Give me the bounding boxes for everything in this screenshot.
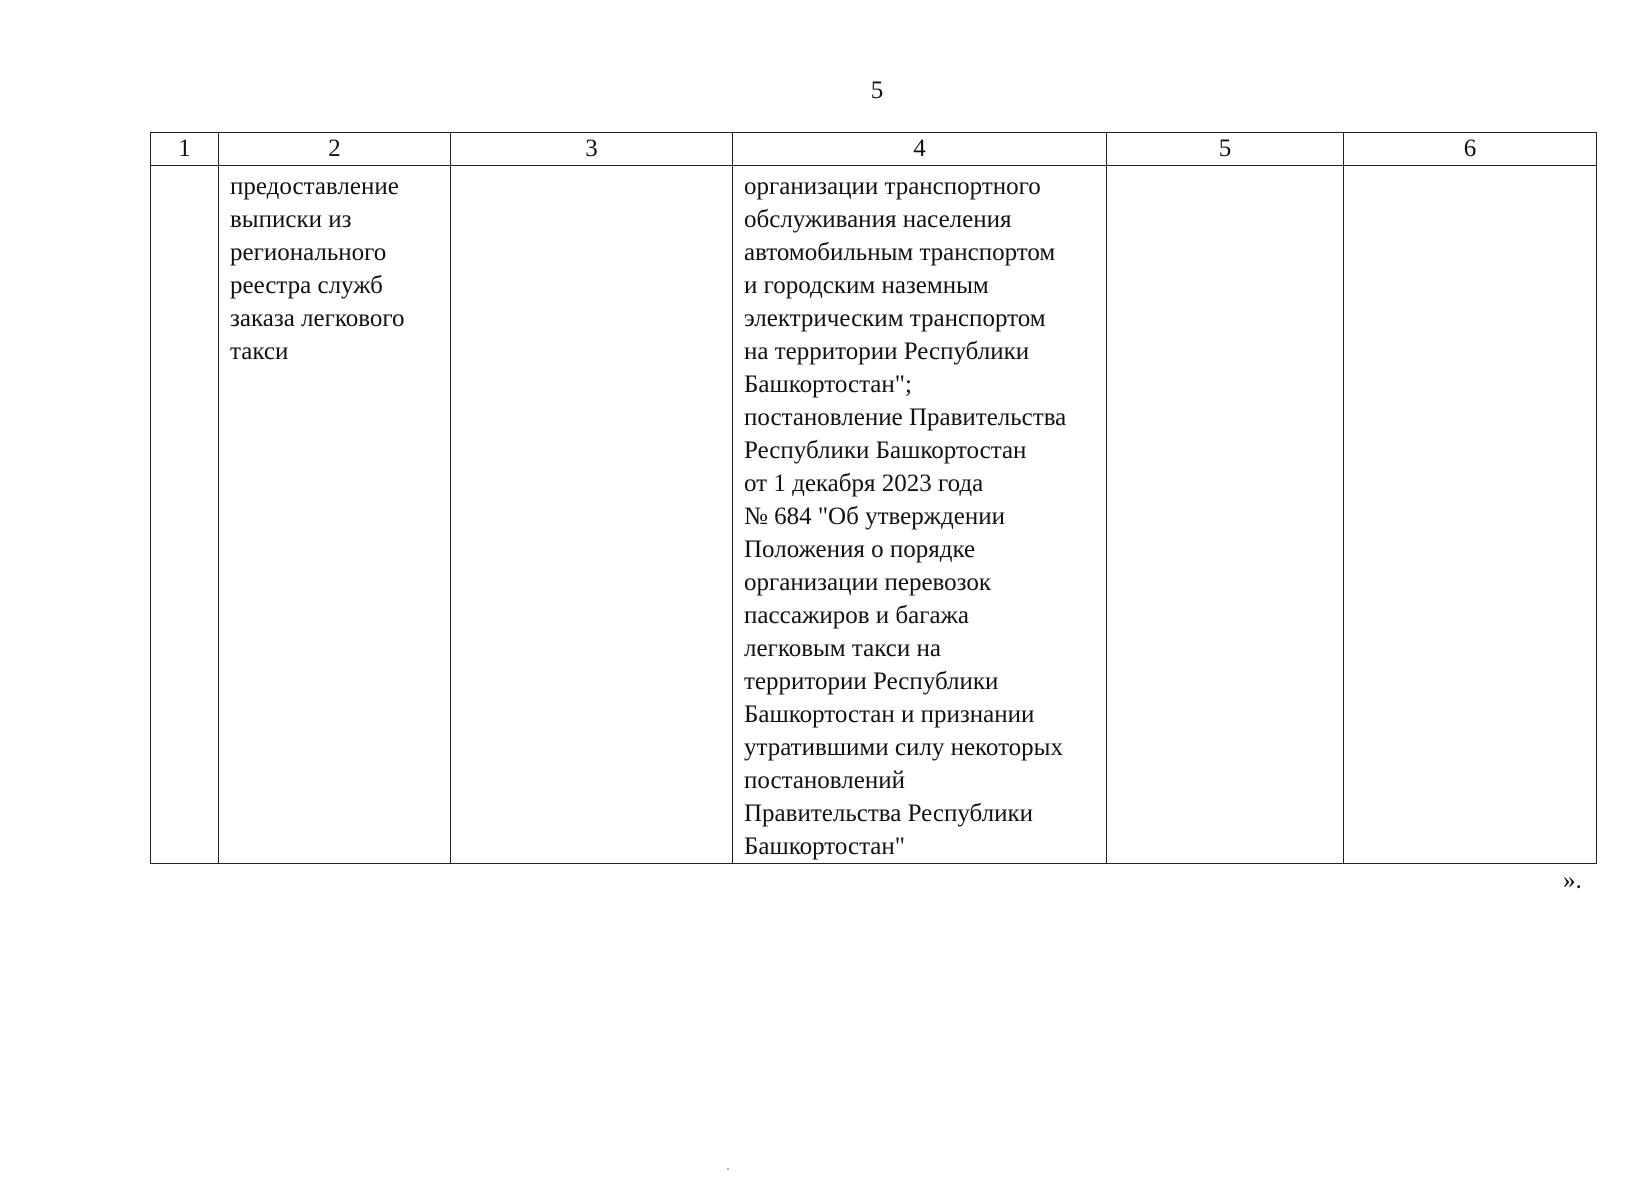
- text-line: Башкортостан";: [744, 371, 912, 398]
- text-line: Правительства Республики: [744, 800, 1033, 827]
- text-line: пассажиров и багажа: [744, 602, 969, 629]
- text-line: автомобильным транспортом: [744, 239, 1056, 266]
- text-line: постановлений: [744, 767, 905, 794]
- cell-col6: [1344, 166, 1597, 864]
- service-name-text: [219, 166, 450, 368]
- column-header-5: 5: [1107, 133, 1344, 166]
- text-line: Республики Башкортостан: [744, 437, 1027, 464]
- table-row: [151, 166, 1597, 864]
- text-line: электрическим транспортом: [744, 305, 1046, 332]
- column-header-1: 1: [151, 133, 219, 166]
- text-line: обслуживания населения: [744, 206, 1012, 233]
- cell-col5: [1107, 166, 1344, 864]
- text-line: Положения о порядке: [744, 536, 976, 563]
- closing-quote-mark: ».: [1563, 867, 1582, 894]
- column-header-3: 3: [451, 133, 733, 166]
- text-line: постановление Правительства: [744, 404, 1067, 431]
- legal-basis-text: [733, 166, 1106, 863]
- cell-col1: [151, 166, 219, 864]
- document-table: [150, 132, 1597, 864]
- text-line: № 684 "Об утверждении: [744, 503, 1005, 530]
- text-line: заказа легкового: [230, 305, 405, 332]
- column-header-4: 4: [733, 133, 1107, 166]
- cell-col4: [733, 166, 1107, 864]
- text-line: выписки из: [230, 206, 352, 233]
- text-line: такси: [230, 338, 289, 365]
- text-line: легковым такси на: [744, 635, 941, 662]
- text-line: Башкортостан и признании: [744, 701, 1035, 728]
- table-header-row: [151, 133, 1597, 166]
- text-line: организации перевозок: [744, 569, 992, 596]
- text-line: реестра служб: [230, 272, 383, 299]
- scan-speck: [727, 1168, 729, 1170]
- text-line: утратившими силу некоторых: [744, 734, 1063, 761]
- text-line: предоставление: [230, 173, 399, 200]
- column-header-2: 2: [219, 133, 451, 166]
- cell-col2: [219, 166, 451, 864]
- text-line: от 1 декабря 2023 года: [744, 470, 984, 497]
- text-line: и городским наземным: [744, 272, 989, 299]
- text-line: Башкортостан": [744, 833, 905, 860]
- text-line: регионального: [230, 239, 387, 266]
- text-line: территории Республики: [744, 668, 999, 695]
- text-line: организации транспортного: [744, 173, 1041, 200]
- column-header-6: 6: [1344, 133, 1597, 166]
- page-number: 5: [870, 77, 884, 104]
- text-line: на территории Республики: [744, 338, 1030, 365]
- cell-col3: [451, 166, 733, 864]
